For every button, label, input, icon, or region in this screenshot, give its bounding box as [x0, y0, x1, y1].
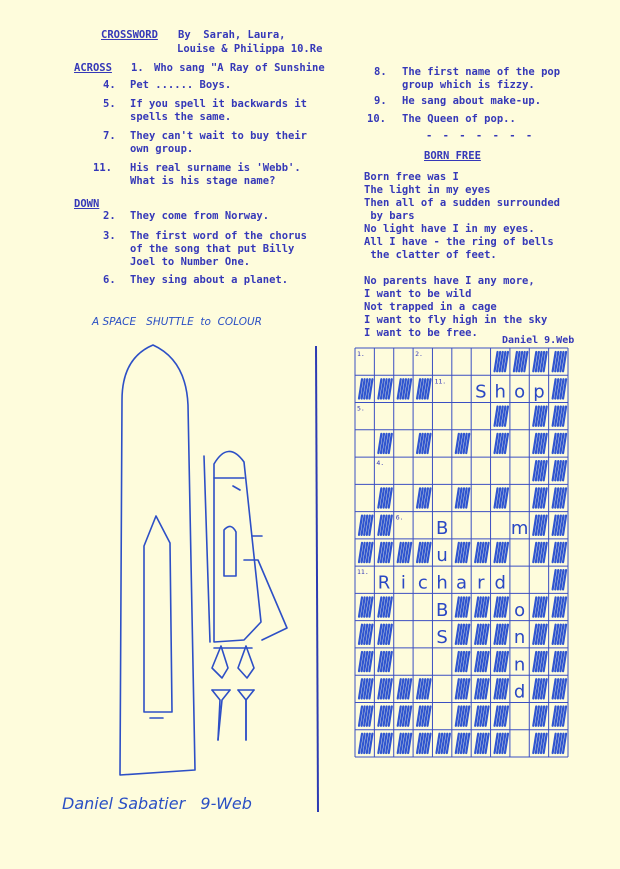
shaded-cell — [359, 734, 372, 753]
shaded-cell — [378, 652, 391, 671]
shaded-cell — [553, 488, 566, 507]
grid-letter: d — [494, 572, 506, 594]
clue-number: 6. — [103, 274, 116, 286]
grid-number: 11. — [434, 377, 447, 386]
clue-number: 2. — [103, 210, 116, 222]
down-label: DOWN — [74, 198, 100, 210]
shaded-cell — [456, 679, 469, 698]
shaded-cell — [495, 543, 508, 562]
clue-text: The Queen of pop.. — [402, 113, 516, 125]
grid-number: 6. — [395, 513, 404, 522]
clue-text: He sang about make-up. — [402, 95, 542, 107]
shaded-cell — [436, 734, 449, 753]
clue-number: 1. — [131, 62, 144, 74]
grid-letter: h — [436, 572, 448, 594]
shaded-cell — [475, 734, 488, 753]
shaded-cell — [398, 379, 411, 398]
clue-number: 9. — [374, 95, 387, 107]
across-label: ACROSS — [74, 62, 112, 74]
shaded-cell — [553, 434, 566, 453]
shaded-cell — [553, 407, 566, 426]
grid-letter: r — [477, 572, 485, 594]
shaded-cell — [378, 379, 391, 398]
clue-text: The first name of the pop group which is fizzy. — [402, 66, 561, 91]
clue-text: They can't wait to buy their own group. — [130, 130, 308, 155]
shaded-cell — [495, 407, 508, 426]
shaded-cell — [417, 706, 430, 725]
grid-letter: B — [435, 599, 449, 621]
poem-title: BORN FREE — [424, 150, 481, 162]
grid-letter: u — [436, 545, 448, 567]
grid-number: 11. — [357, 568, 369, 577]
grid-letter: S — [475, 381, 487, 403]
shaded-cell — [533, 516, 546, 535]
grid-letter: m — [510, 517, 529, 539]
shaded-cell — [533, 679, 546, 698]
clue-text: Who sang "A Ray of Sunshine — [154, 62, 325, 74]
shaded-cell — [475, 543, 488, 562]
shaded-cell — [553, 679, 566, 698]
shaded-cell — [456, 543, 469, 562]
grid-letter: B — [435, 517, 449, 539]
shaded-cell — [533, 734, 546, 753]
shaded-cell — [359, 706, 372, 725]
shaded-cell — [456, 488, 469, 507]
shaded-cell — [553, 652, 566, 671]
shaded-cell — [533, 461, 546, 480]
shaded-cell — [514, 352, 527, 371]
clue-text: His real surname is 'Webb'. What is his stage name? — [130, 162, 301, 187]
shaded-cell — [553, 516, 566, 535]
clue-number: 7. — [103, 130, 116, 142]
shaded-cell — [553, 625, 566, 644]
grid-number: 5. — [357, 404, 365, 413]
shaded-cell — [495, 352, 508, 371]
shaded-cell — [417, 734, 430, 753]
grid-letter: h — [494, 381, 506, 403]
shaded-cell — [456, 434, 469, 453]
shaded-cell — [553, 379, 566, 398]
clue-number: 8. — [374, 66, 387, 78]
poem-signature: Daniel 9.Web — [502, 335, 575, 346]
shaded-cell — [495, 434, 508, 453]
shaded-cell — [398, 734, 411, 753]
shaded-cell — [495, 625, 508, 644]
clue-number: 4. — [103, 79, 116, 91]
clue-number: 5. — [103, 98, 116, 110]
shaded-cell — [456, 597, 469, 616]
shaded-cell — [533, 352, 546, 371]
shaded-cell — [553, 543, 566, 562]
shaded-cell — [533, 543, 546, 562]
shaded-cell — [378, 597, 391, 616]
clue-text: The first word of the chorus of the song that put Billy Joel to Number One. — [130, 230, 308, 268]
shaded-cell — [553, 734, 566, 753]
grid-number: 4. — [376, 459, 385, 468]
shaded-cell — [417, 543, 430, 562]
clue-number: 3. — [103, 230, 116, 242]
grid-letter: o — [514, 599, 526, 621]
shaded-cell — [495, 597, 508, 616]
shaded-cell — [553, 570, 566, 589]
shaded-cell — [475, 625, 488, 644]
shaded-cell — [378, 625, 391, 644]
shaded-cell — [475, 679, 488, 698]
grid-number: 1. — [357, 350, 365, 358]
shaded-cell — [359, 543, 372, 562]
crossword-authors: By Sarah, Laura, — [178, 29, 286, 41]
shaded-cell — [533, 706, 546, 725]
grid-letter: S — [436, 627, 448, 649]
shaded-cell — [359, 516, 372, 535]
separator-dashes: - - - - - - - — [426, 130, 535, 142]
shaded-cell — [378, 488, 391, 507]
shaded-cell — [475, 597, 488, 616]
shaded-cell — [417, 434, 430, 453]
shaded-cell — [553, 706, 566, 725]
shaded-cell — [456, 734, 469, 753]
shaded-cell — [495, 652, 508, 671]
crossword-authors-line2: Louise & Philippa 10.Re — [177, 43, 323, 55]
crossword-title: CROSSWORD — [101, 29, 158, 41]
shaded-cell — [533, 625, 546, 644]
shaded-cell — [398, 543, 411, 562]
shaded-cell — [456, 706, 469, 725]
clue-text: Pet ...... Boys. — [130, 79, 232, 91]
clue-text: If you spell it backwards it spells the same. — [130, 98, 308, 123]
grid-letter: p — [533, 381, 545, 403]
shaded-cell — [495, 734, 508, 753]
grid-letter: i — [400, 572, 406, 594]
shaded-cell — [398, 679, 411, 698]
grid-number: 2. — [415, 350, 423, 358]
shaded-cell — [533, 597, 546, 616]
drawing-caption: A SPACE SHUTTLE to COLOUR — [92, 316, 262, 328]
shaded-cell — [398, 706, 411, 725]
shaded-cell — [378, 679, 391, 698]
shaded-cell — [475, 652, 488, 671]
shaded-cell — [495, 706, 508, 725]
clue-number: 10. — [367, 113, 386, 125]
clue-text: They sing about a planet. — [130, 274, 289, 286]
shaded-cell — [359, 652, 372, 671]
shaded-cell — [359, 379, 372, 398]
grid-shaded-cells — [359, 352, 566, 753]
drawing-signature: Daniel Sabatier 9-Web — [62, 794, 252, 813]
shaded-cell — [417, 379, 430, 398]
grid-letter: R — [377, 572, 391, 594]
shaded-cell — [378, 543, 391, 562]
shaded-cell — [533, 652, 546, 671]
shaded-cell — [378, 516, 391, 535]
shaded-cell — [456, 652, 469, 671]
shaded-cell — [417, 679, 430, 698]
shaded-cell — [359, 625, 372, 644]
grid-letter: d — [513, 681, 526, 703]
shaded-cell — [533, 434, 546, 453]
shaded-cell — [553, 597, 566, 616]
shaded-cell — [359, 679, 372, 698]
shaded-cell — [378, 734, 391, 753]
shaded-cell — [495, 679, 508, 698]
grid-letter: o — [514, 381, 526, 403]
clue-number: 11. — [93, 162, 112, 174]
shaded-cell — [533, 407, 546, 426]
grid-letter: c — [417, 572, 428, 594]
poem-text: Born free was I The light in my eyes Then all of a sudden surrounded by bars No light have I in my eyes. All I have - the ring of bells the clatter of feet. No parents have I any more, I want to be wild Not trapped in a cage I want to fly high in the sky I want to be free. — [364, 171, 560, 339]
grid-letter: a — [455, 572, 468, 594]
shaded-cell — [553, 352, 566, 371]
shaded-cell — [533, 488, 546, 507]
shaded-cell — [553, 461, 566, 480]
shaded-cell — [456, 625, 469, 644]
clue-text: They come from Norway. — [130, 210, 270, 222]
shaded-cell — [417, 488, 430, 507]
shaded-cell — [495, 488, 508, 507]
shaded-cell — [475, 706, 488, 725]
grid-letter: n — [513, 654, 526, 676]
shaded-cell — [378, 706, 391, 725]
grid-letter: n — [513, 627, 526, 649]
shaded-cell — [378, 434, 391, 453]
shaded-cell — [359, 597, 372, 616]
